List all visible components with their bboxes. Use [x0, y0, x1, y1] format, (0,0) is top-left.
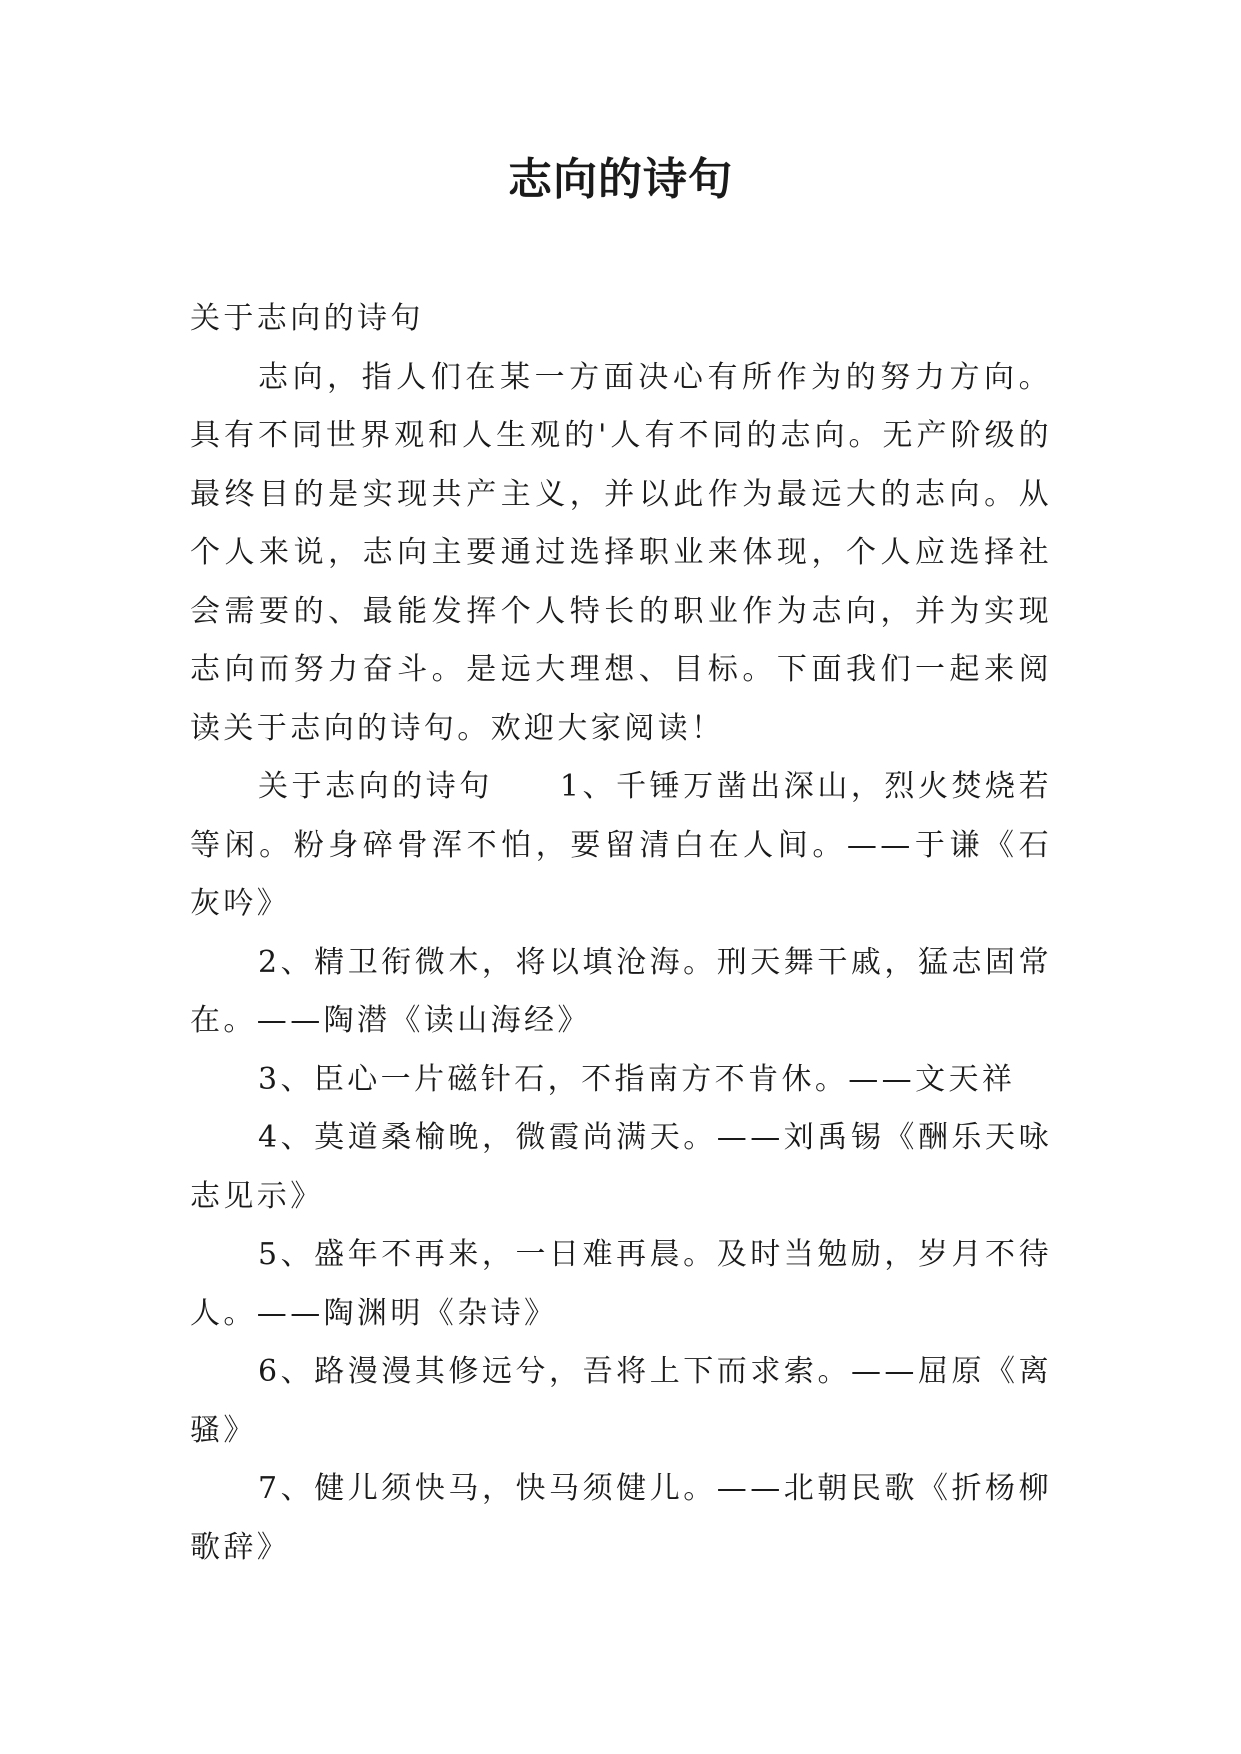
- poem-line-3: 3、臣心一片磁针石，不指南方不肯休。——文天祥: [258, 1061, 1016, 1097]
- poem-line-4: 4、莫道桑榆晚，微霞尚满天。——刘禹锡《酬乐天咏志见示》: [190, 1120, 1052, 1214]
- poem-line-6: 6、路漫漫其修远兮，吾将上下而求索。——屈原《离骚》: [190, 1354, 1052, 1448]
- poem-line-7: 7、健儿须快马，快马须健儿。——北朝民歌《折杨柳歌辞》: [190, 1471, 1052, 1565]
- document-title: 志向的诗句: [508, 154, 733, 205]
- poem-line-2: 2、精卫衔微木，将以填沧海。刑天舞干戚，猛志固常在。——陶潜《读山海经》: [190, 944, 1052, 1038]
- poem-line-5: 5、盛年不再来，一日难再晨。及时当勉励，岁月不待人。——陶渊明《杂诗》: [190, 1237, 1052, 1331]
- document-body: [190, 290, 1052, 1577]
- intro-paragraph: 志向，指人们在某一方面决心有所作为的努力方向。具有不同世界观和人生观的'人有不同的志向。无产阶级的最终目的是实现共产主义，并以此作为最远大的志向。从个人来说，志向主要通过选择职业来体现，个人应选择社会需要的、最能发挥个人特长的职业作为志向，并为实现志向而努力奋斗。是远大理想、目标。下面我们一起来阅读关于志向的诗句。欢迎大家阅读！: [190, 359, 1052, 746]
- intro-heading: 关于志向的诗句: [190, 301, 424, 336]
- poem-line-1: 关于志向的诗句 1、千锤万凿出深山，烈火焚烧若等闲。粉身碎骨浑不怕，要留清白在人间。——于谦《石灰吟》: [190, 769, 1052, 921]
